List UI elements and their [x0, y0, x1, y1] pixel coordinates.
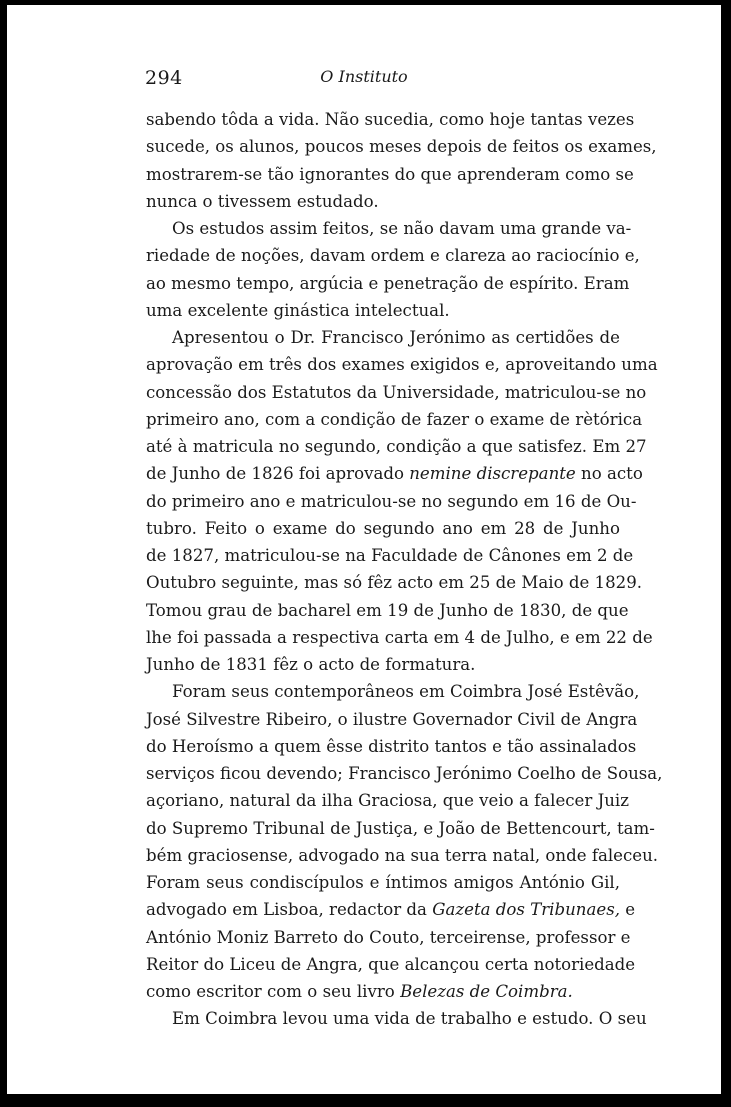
text-line: José Silvestre Ribeiro, o ilustre Governador Civil de Angra [146, 709, 638, 729]
text-line: Outubro seguinte, mas só fêz acto em 25 de Maio de 1829. [146, 573, 643, 593]
text-line: sucede, os alunos, poucos meses depois de feitos os exames, [146, 137, 657, 157]
text-line: primeiro ano, com a condição de fazer o exame de rètórica [146, 409, 643, 429]
text-line: Os estudos assim feitos, se não davam uma grande va- [172, 219, 632, 238]
body-text [146, 106, 663, 1033]
text-line: tubro. Feito o exame do segundo ano em 28 de Junho [146, 518, 620, 538]
text-line: do Supremo Tribunal de Justiça, e João de Bettencourt, tam- [146, 818, 655, 838]
text-line: Junho de 1831 fêz o acto de formatura. [146, 655, 476, 674]
italic-text: Gazeta dos Tribunaes, [432, 900, 620, 920]
text-line: serviços ficou devendo; Francisco Jerónimo Coelho de Sousa, [146, 764, 663, 783]
running-title: O Instituto [320, 67, 408, 86]
text-line: bém graciosense, advogado na sua terra natal, onde faleceu. [146, 845, 659, 865]
text-line [146, 978, 620, 1005]
text-line: António Moniz Barreto do Couto, terceirense, professor e [146, 927, 631, 947]
italic-text: nemine discrepante [409, 464, 576, 484]
text-line: riedade de noções, davam ordem e clareza ao raciocínio e, [146, 246, 640, 266]
text-line [146, 460, 643, 487]
text-line: de 1827, matriculou-se na Faculdade de Cânones em 2 de [146, 546, 634, 565]
text-line: açoriano, natural da ilha Graciosa, que veio a falecer Juiz [146, 791, 629, 811]
text-segment: como escritor com o seu livro [146, 982, 401, 1001]
text-line: Foram seus condiscípulos e íntimos amigos António Gil, [146, 873, 620, 892]
italic-text: Belezas de Coimbra. [400, 982, 573, 1001]
text-line: Tomou grau de bacharel em 19 de Junho de 1830, de que [146, 600, 629, 620]
page-number: 294 [145, 67, 183, 89]
text-line: concessão dos Estatutos da Universidade, matriculou-se no [146, 382, 647, 402]
text-line: lhe foi passada a respectiva carta em 4 de Julho, e em 22 de [146, 627, 653, 647]
text-line: do primeiro ano e matriculou-se no segundo em 16 de Ou- [146, 491, 637, 511]
text-segment: e [620, 900, 636, 920]
text-line: Em Coimbra levou uma vida de trabalho e estudo. O seu [172, 1009, 647, 1029]
text-line: Apresentou o Dr. Francisco Jerónimo as certidões de [172, 328, 620, 347]
text-segment: advogado em Lisboa, redactor da [146, 900, 433, 920]
text-line: ao mesmo tempo, argúcia e penetração de espírito. Eram [146, 273, 630, 293]
text-line: do Heroísmo a quem êsse distrito tantos e tão assinalados [146, 736, 637, 756]
book-page [7, 5, 721, 1094]
text-line: nunca o tivessem estudado. [146, 191, 379, 211]
text-line: mostrarem-se tão ignorantes do que aprenderam como se [146, 164, 634, 184]
text-line: uma excelente ginástica intelectual. [146, 300, 450, 320]
text-line: Reitor do Liceu de Angra, que alcançou certa notoriedade [146, 954, 636, 974]
text-line: sabendo tôda a vida. Não sucedia, como hoje tantas vezes [146, 110, 635, 129]
text-line [146, 896, 636, 923]
text-segment: de Junho de 1826 foi aprovado [146, 464, 410, 484]
text-segment: no acto [575, 464, 643, 484]
text-line: Foram seus contemporâneos em Coimbra José Estêvão, [172, 682, 640, 702]
text-line: até à matricula no segundo, condição a que satisfez. Em 27 [146, 437, 647, 456]
text-line: aprovação em três dos exames exigidos e, aproveitando uma [146, 355, 658, 375]
